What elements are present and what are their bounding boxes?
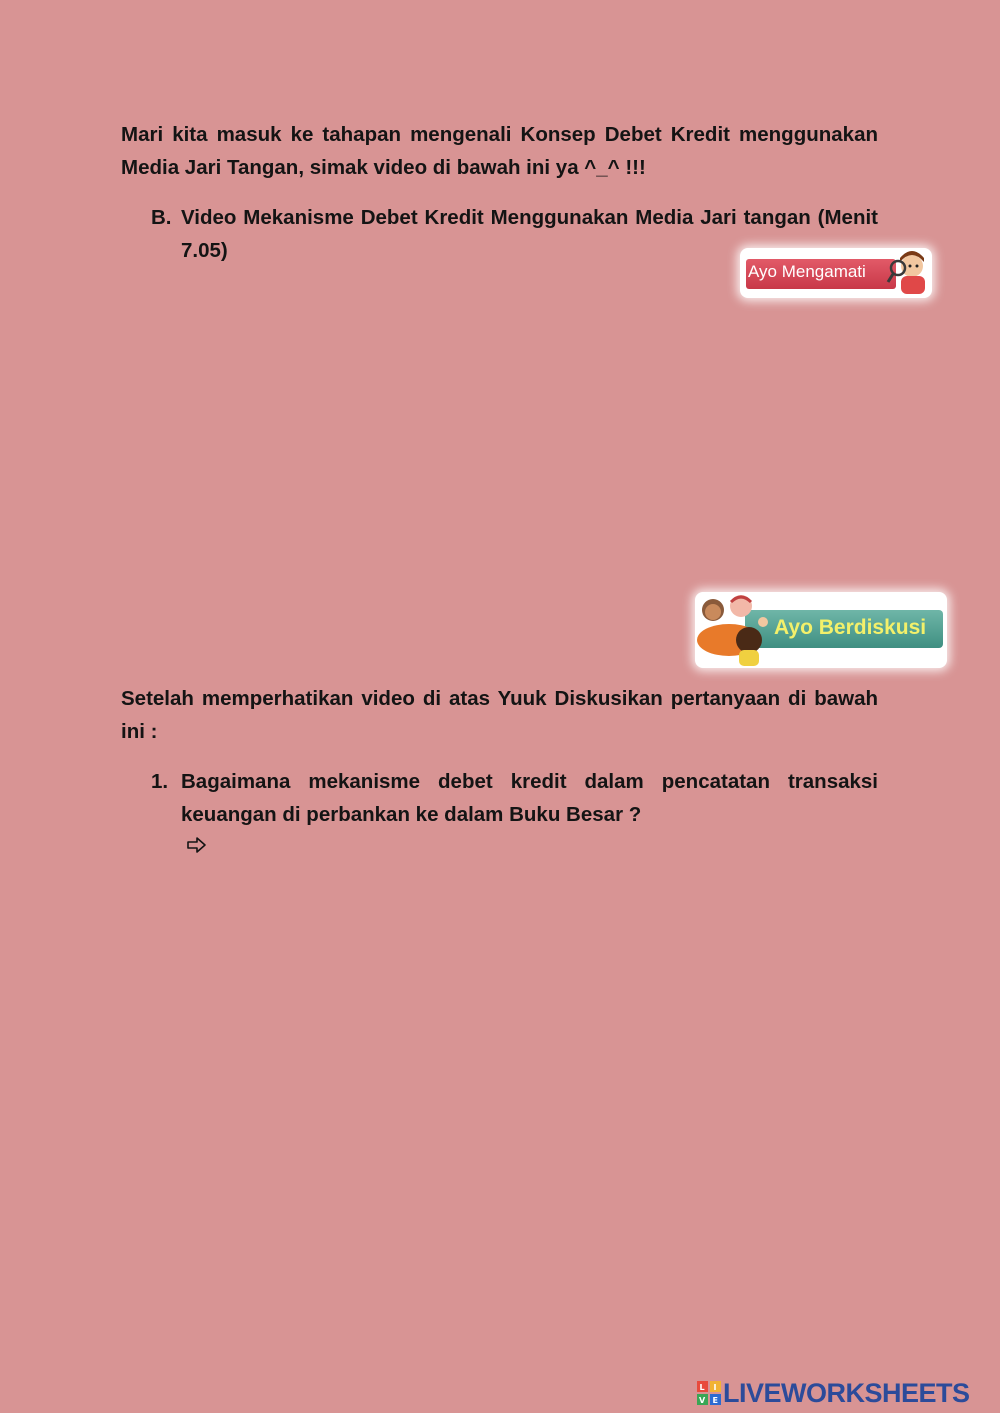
video-title: Video Mekanisme Debet Kredit Menggunakan Media Jari tangan (Menit 7.05) (181, 206, 878, 262)
magnifier-kid-icon (886, 248, 932, 298)
badge-label: Ayo Mengamati (748, 262, 866, 281)
list-marker: B. (151, 206, 172, 229)
svg-text:I: I (713, 1383, 717, 1392)
intro-paragraph: Mari kita masuk ke tahapan mengenali Konsep Debet Kredit menggunakan Media Jari Tangan, simak video di bawah ini ya ^_^ !!! (121, 123, 878, 179)
ayo-berdiskusi-badge (695, 592, 947, 668)
discussing-kids-icon (695, 592, 777, 668)
brand-wordmark: LIVEWORKSHEETS (723, 1378, 970, 1408)
question-text: Bagaimana mekanisme debet kredit dalam pencatatan transaksi keuangan di perbankan ke dalam Buku Besar ? (181, 770, 878, 826)
badge-label: Ayo Berdiskusi (774, 616, 927, 639)
discussion-paragraph: Setelah memperhatikan video di atas Yuuk Diskusikan pertanyaan di bawah ini : (121, 687, 878, 743)
svg-text:E: E (712, 1396, 718, 1405)
svg-text:V: V (699, 1396, 706, 1405)
question-number: 1. (151, 770, 169, 793)
live-blocks-icon (697, 1381, 721, 1405)
ayo-mengamati-badge (740, 248, 932, 298)
svg-text:L: L (699, 1383, 705, 1392)
outline-right-arrow-icon[interactable] (186, 836, 208, 854)
liveworksheets-logo (697, 1378, 997, 1408)
